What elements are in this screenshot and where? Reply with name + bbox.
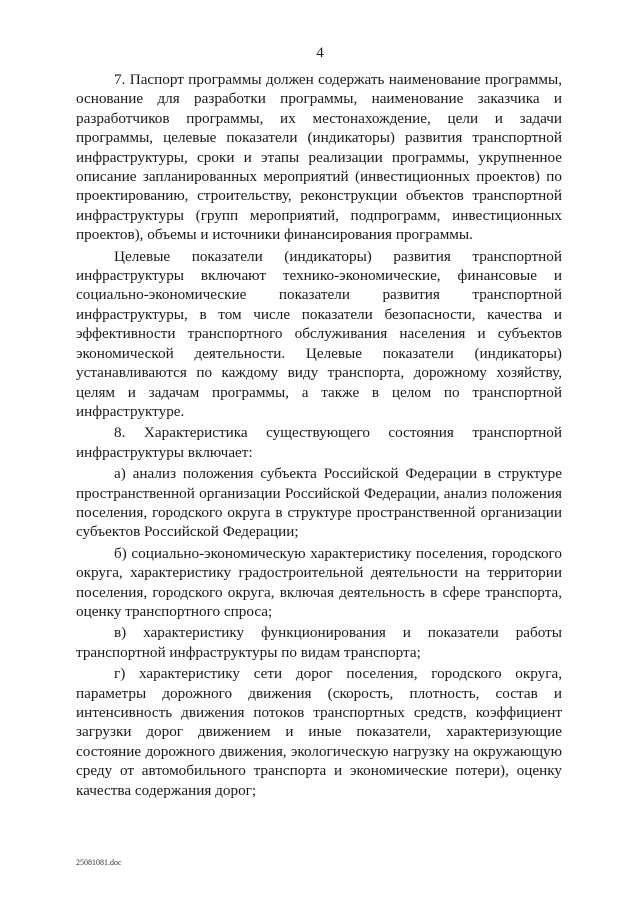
- document-body: [76, 70, 562, 800]
- paragraph-7-passport: 7. Паспорт программы должен содержать наименование программы, основание для разработки программы, наименование заказчика и разработчиков программы, их местонахождение, цели и задачи программы, целевые показатели (индикаторы) развития транспортной инфраструктуры, сроки и этапы реализации программы, укрупненное описание запланированных мероприятий (инвестиционных проектов) по проектированию, строительству, реконструкции объектов транспортной инфраструктуры (групп мероприятий, подпрограмм, инвестиционных проектов), объемы и источники финансирования программы.: [76, 71, 562, 244]
- page-number: 4: [316, 45, 324, 61]
- file-name-footer: 25081081.doc: [76, 858, 122, 867]
- paragraph-8-characteristics: 8. Характеристика существующего состояния транспортной инфраструктуры включает:: [76, 424, 562, 461]
- list-item-g: г) характеристику сети дорог поселения, городского округа, параметры дорожного движения (скорость, плотность, состав и интенсивность движения потоков транспортных средств, коэффициент загрузки дорог движением и иные показатели, характеризующие состояние дорожного движения, экологическую нагрузку на окружающую среду от автомобильного транспорта и экономические потери), оценку качества содержания дорог;: [76, 665, 562, 799]
- list-item-v: в) характеристику функционирования и показатели работы транспортной инфраструктуры по видам транспорта;: [76, 624, 562, 661]
- list-item-b: б) социально-экономическую характеристику поселения, городского округа, характеристику градостроительной деятельности на территории поселения, городского округа, включая деятельность в сфере транспорта, оценку транспортного спроса;: [76, 544, 562, 620]
- list-item-a: а) анализ положения субъекта Российской Федерации в структуре пространственной организации Российской Федерации, анализ положения поселения, городского округа в структуре пространственной организации субъектов Российской Федерации;: [76, 465, 562, 541]
- paragraph-target-indicators: Целевые показатели (индикаторы) развития транспортной инфраструктуры включают технико-экономические, финансовые и социально-экономические показатели развития транспортной инфраструктуры, в том числе показатели безопасности, качества и эффективности транспортного обслуживания населения и субъектов экономической деятельности. Целевые показатели (индикаторы) устанавливаются по каждому виду транспорта, дорожному хозяйству, целям и задачам программы, а также в целом по транспортной инфраструктуре.: [76, 247, 562, 420]
